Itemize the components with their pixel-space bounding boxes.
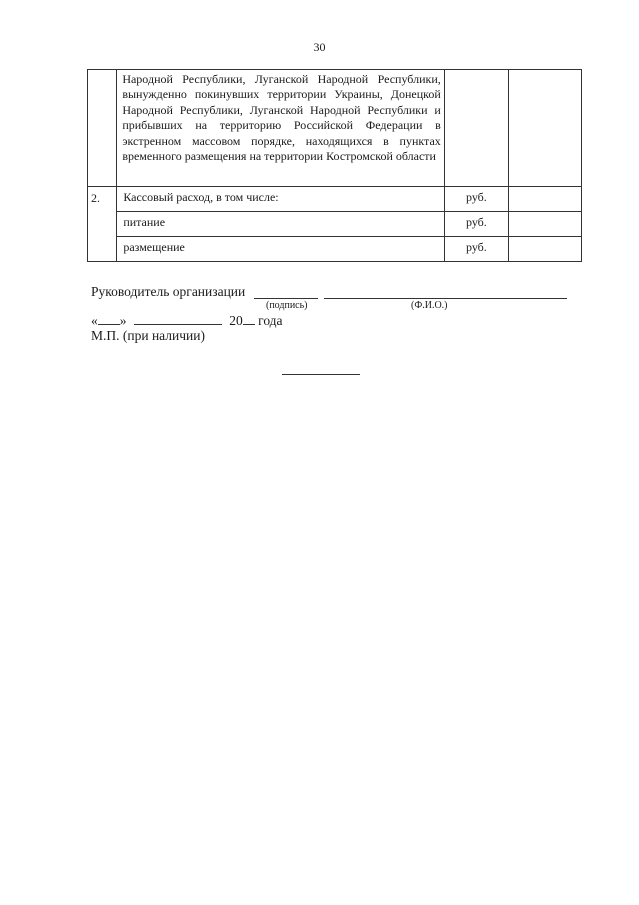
name-line (324, 281, 567, 299)
description-cell: Народной Республики, Луганской Народной Республики, вынужденно покинувших территории Украины, Донецкой Народной Республики, Луганской Народной Республики и прибывших на территорию Российской Федерации в экстренном массовом порядке, находящихся в пунктах временного размещения на территории Костромской области (117, 70, 444, 187)
head-label: Руководитель организации (91, 284, 246, 299)
table-row (88, 70, 582, 187)
signature-line (254, 281, 318, 299)
table-row (88, 237, 582, 262)
page-number: 30 (313, 40, 326, 54)
end-divider (282, 374, 360, 375)
description-cell: Кассовый расход, в том числе: (117, 187, 444, 212)
row-number-cell (88, 70, 117, 187)
table-row (88, 187, 582, 212)
day-blank (98, 312, 120, 325)
name-caption: (Ф.И.О.) (411, 300, 448, 311)
value-cell (509, 237, 582, 262)
value-cell (509, 187, 582, 212)
date-open-quote: « (91, 313, 98, 328)
seal-note: М.П. (при наличии) (91, 328, 205, 343)
year-prefix: 20 (229, 313, 243, 328)
table-row (88, 212, 582, 237)
year-blank (243, 312, 255, 325)
signature-caption: (подпись) (266, 300, 308, 311)
description-cell: питание (117, 212, 444, 237)
date-close-quote: » (119, 313, 127, 328)
description-cell: размещение (117, 237, 444, 262)
unit-cell (444, 70, 508, 187)
expense-table (87, 69, 582, 262)
value-cell (509, 212, 582, 237)
row-number-cell: 2. (88, 187, 117, 262)
value-cell (509, 70, 582, 187)
unit-cell: руб. (444, 212, 508, 237)
year-suffix: года (258, 313, 283, 328)
month-blank (134, 312, 222, 325)
unit-cell: руб. (444, 237, 508, 262)
date-line (91, 312, 283, 329)
unit-cell: руб. (444, 187, 508, 212)
